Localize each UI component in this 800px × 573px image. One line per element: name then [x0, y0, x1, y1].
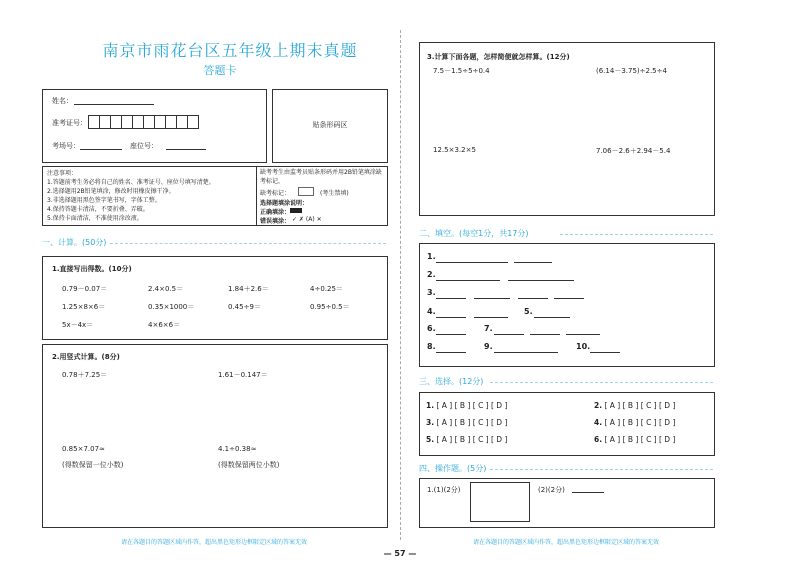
- q1-problem: 4÷0.25＝: [310, 285, 343, 293]
- section1-divider: [110, 243, 386, 244]
- seat-label: 座位号：: [130, 142, 158, 150]
- section1-title: 一、计算。(50分): [42, 238, 107, 247]
- wrong-fill-label: 错误填涂：: [260, 218, 291, 225]
- section2-title: 二、填空。(每空1分，共17分): [419, 229, 529, 238]
- section3-divider: [490, 382, 713, 383]
- q1-problem: 5x－4x＝: [62, 321, 94, 329]
- room-label: 考场号：: [52, 142, 80, 150]
- page-number-value: 57: [394, 549, 406, 558]
- blank-field[interactable]: [436, 262, 508, 263]
- choice-number: 2.: [594, 401, 603, 410]
- barcode-label: 贴条形码区: [312, 121, 348, 129]
- blank-field[interactable]: [530, 334, 560, 335]
- blank-label: 5.: [524, 307, 533, 316]
- fill-guide-label: 选择题填涂说明：: [260, 200, 309, 207]
- blank-field[interactable]: [436, 298, 466, 299]
- blank-field[interactable]: [494, 334, 524, 335]
- operation-box: [419, 478, 715, 528]
- blank-field[interactable]: [508, 280, 574, 281]
- blank-label: 6.: [427, 324, 436, 333]
- absent-notice: 缺考考生由监考员贴条形码并用2B铅笔填涂缺考标记，: [260, 169, 382, 185]
- choice-number: 5.: [426, 435, 435, 444]
- section3-title: 三、选择。(12分): [419, 377, 484, 386]
- blank-field[interactable]: [436, 317, 466, 318]
- drawing-area[interactable]: [470, 482, 530, 522]
- blank-label: 7.: [484, 324, 493, 333]
- blank-field[interactable]: [436, 334, 466, 335]
- blank-label: 8.: [427, 342, 436, 351]
- blank-label: 2.: [427, 270, 436, 279]
- choice-row[interactable]: [594, 418, 675, 427]
- left-footer-warning: 请在各题目的答题区域内作答，超出黑色矩形边框限定区域的答案无效: [120, 539, 307, 546]
- choice-options[interactable]: [ A ] [ B ] [ C ] [ D ]: [436, 401, 508, 410]
- correct-fill-sample: [290, 208, 302, 213]
- blank-field[interactable]: [436, 280, 500, 281]
- operation-part2-label: (2)(2分): [538, 486, 565, 494]
- exam-id-cells[interactable]: [88, 115, 200, 129]
- absent-checkbox[interactable]: [298, 187, 314, 196]
- blank-field[interactable]: [474, 298, 510, 299]
- q2-note: (得数保留一位小数): [62, 461, 124, 469]
- wrong-fill-samples: ✓ ✗ (A) ✕: [292, 216, 322, 223]
- blank-field[interactable]: [518, 298, 548, 299]
- choice-row[interactable]: [426, 418, 507, 427]
- section4-title: 四、操作题。(5分): [419, 464, 487, 473]
- q2-problem: 0.85×7.07≈: [62, 445, 105, 453]
- q2-problem: 1.61－0.147＝: [218, 371, 268, 379]
- blank-field[interactable]: [474, 317, 508, 318]
- q3-problem: 7.5－1.5÷5÷0.4: [433, 67, 490, 75]
- q2-problem: 4.1÷0.38≈: [218, 445, 257, 453]
- choice-row[interactable]: [426, 401, 507, 410]
- section2-divider: [560, 234, 713, 235]
- blank-label: 10.: [576, 342, 591, 351]
- blank-label: 9.: [484, 342, 493, 351]
- q1-problem: 0.79－0.07＝: [62, 285, 108, 293]
- choice-row[interactable]: [594, 401, 675, 410]
- choice-row[interactable]: [594, 435, 675, 444]
- choice-row[interactable]: [426, 435, 507, 444]
- q1-problem: 2.4×0.5＝: [148, 285, 184, 293]
- choice-number: 6.: [594, 435, 603, 444]
- choice-number: 4.: [594, 418, 603, 427]
- q1-title: 1.直接写出得数。(10分): [52, 265, 132, 273]
- note-item: 5.保持卡面清洁，不准使用涂改液。: [47, 215, 143, 222]
- choice-options[interactable]: [ A ] [ B ] [ C ] [ D ]: [436, 435, 508, 444]
- absent-label: 缺考标记：: [260, 190, 291, 197]
- q3-problem: 12.5×3.2×5: [433, 146, 476, 154]
- q1-problem: 1.25×8×6＝: [62, 303, 106, 311]
- operation-part1-label: 1.(1)(2分): [427, 486, 461, 494]
- blank-field[interactable]: [494, 352, 558, 353]
- blank-field[interactable]: [436, 352, 466, 353]
- blank-field[interactable]: [554, 298, 584, 299]
- notes-title: 注意事项：: [47, 170, 78, 177]
- blank-field[interactable]: [566, 334, 600, 335]
- note-item: 2.选择题用2B铅笔填涂，修改时用橡皮擦干净。: [47, 188, 175, 195]
- choice-options[interactable]: [ A ] [ B ] [ C ] [ D ]: [604, 435, 676, 444]
- q2-title: 2.用竖式计算。(8分): [52, 353, 120, 361]
- choice-options[interactable]: [ A ] [ B ] [ C ] [ D ]: [436, 418, 508, 427]
- q1-problem: 0.35×1000＝: [148, 303, 195, 311]
- blank-label: 4.: [427, 307, 436, 316]
- page-divider: [400, 30, 401, 540]
- blank-field[interactable]: [590, 352, 620, 353]
- q1-problem: 1.84＋2.6＝: [228, 285, 269, 293]
- seat-field[interactable]: [166, 149, 206, 150]
- blank-field[interactable]: [534, 317, 570, 318]
- exam-id-label: 准考证号：: [52, 119, 87, 127]
- choice-number: 1.: [426, 401, 435, 410]
- q3-problem: 7.06－2.6＋2.94－5.4: [596, 147, 671, 155]
- blank-label: 3.: [427, 288, 436, 297]
- correct-fill-label: 正确填涂：: [260, 209, 291, 216]
- blank-label: 1.: [427, 252, 436, 261]
- section4-divider: [490, 469, 713, 470]
- q2-problem: 0.78＋7.25＝: [62, 371, 108, 379]
- q1-problem: 0.45÷9＝: [228, 303, 261, 311]
- operation-part2-field[interactable]: [572, 492, 604, 493]
- q1-problem: 0.95÷0.5＝: [310, 303, 350, 311]
- choice-options[interactable]: [ A ] [ B ] [ C ] [ D ]: [604, 418, 676, 427]
- q2-note: (得数保留两位小数): [218, 461, 280, 469]
- note-item: 3.非选择题用黑色签字笔书写，字体工整。: [47, 197, 161, 204]
- notes-divider: [256, 166, 257, 225]
- absent-hint: (考生禁填): [320, 190, 349, 197]
- name-field[interactable]: [74, 104, 154, 105]
- page-subtitle: 答题卡: [203, 64, 237, 77]
- blank-field[interactable]: [514, 262, 552, 263]
- page-title: 南京市雨花台区五年级上期末真题: [102, 41, 358, 60]
- name-label: 姓名：: [52, 97, 73, 105]
- right-footer-warning: 请在各题目的答题区域内作答，超出黑色矩形边框限定区域的答案无效: [472, 539, 659, 546]
- page-number: — 57 —: [383, 549, 417, 558]
- room-field[interactable]: [80, 149, 122, 150]
- choice-number: 3.: [426, 418, 435, 427]
- q3-title: 3.计算下面各题，怎样简便就怎样算。(12分): [427, 53, 570, 61]
- choice-options[interactable]: [ A ] [ B ] [ C ] [ D ]: [604, 401, 676, 410]
- q3-problem: (6.14－3.75)÷2.5÷4: [596, 67, 667, 75]
- note-item: 4.保持答题卡清洁，不要折叠、弄破。: [47, 206, 149, 213]
- note-item: 1.答题前考生务必将自己的姓名、准考证号、座位号填写清楚。: [47, 179, 215, 186]
- q1-problem: 4×6×6＝: [148, 321, 181, 329]
